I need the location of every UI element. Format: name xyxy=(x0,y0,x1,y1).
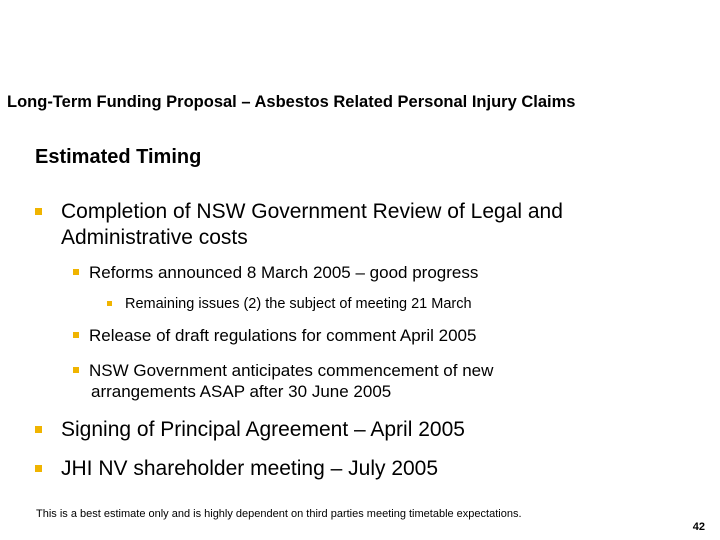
slide-title: Long-Term Funding Proposal – Asbestos Related Personal Injury Claims xyxy=(7,93,576,111)
bullet-square-icon xyxy=(73,367,79,373)
bullet-remaining-issues xyxy=(107,295,472,313)
section-subtitle: Estimated Timing xyxy=(35,146,202,168)
bullet-square-icon xyxy=(35,465,42,472)
bullet-square-icon xyxy=(73,269,79,275)
bullet-text: Remaining issues (2) the subject of meeting 21 March xyxy=(125,296,472,312)
bullet-draft-regulations xyxy=(73,325,476,346)
bullet-text-continuation: Administrative costs xyxy=(61,226,248,249)
bullet-text-continuation: arrangements ASAP after 30 June 2005 xyxy=(91,382,392,401)
bullet-square-icon xyxy=(35,426,42,433)
bullet-principal-agreement xyxy=(35,417,465,443)
bullet-square-icon xyxy=(107,301,112,306)
bullet-shareholder-meeting xyxy=(35,456,438,482)
bullet-text: NSW Government anticipates commencement of new xyxy=(89,361,494,380)
footnote: This is a best estimate only and is highly dependent on third parties meeting timetable expectations. xyxy=(36,508,522,520)
bullet-square-icon xyxy=(73,332,79,338)
bullet-text: Completion of NSW Government Review of Legal and xyxy=(61,200,563,223)
page-number: 42 xyxy=(692,521,705,533)
bullet-completion-review xyxy=(35,199,563,251)
bullet-reforms-announced xyxy=(73,262,478,283)
bullet-text: Release of draft regulations for comment April 2005 xyxy=(89,326,477,345)
bullet-square-icon xyxy=(35,208,42,215)
bullet-text: Signing of Principal Agreement – April 2005 xyxy=(61,418,465,441)
bullet-nsw-commencement xyxy=(73,360,493,402)
bullet-text: JHI NV shareholder meeting – July 2005 xyxy=(61,457,439,480)
bullet-text: Reforms announced 8 March 2005 – good progress xyxy=(89,263,479,282)
